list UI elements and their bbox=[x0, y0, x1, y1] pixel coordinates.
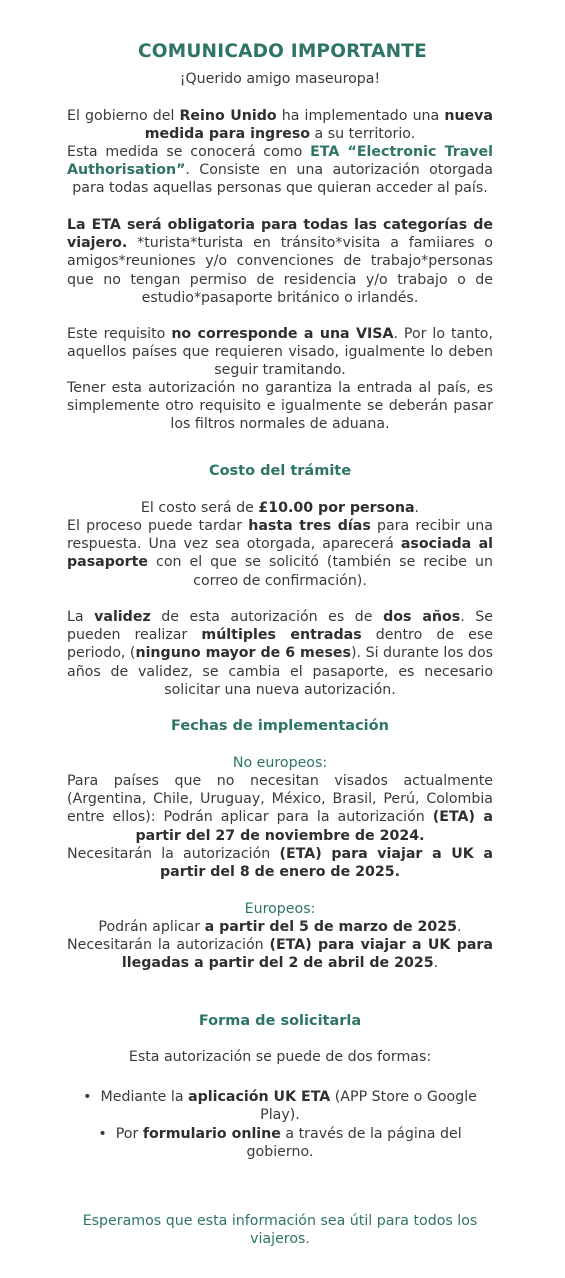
closing-message: Esperamos que esta información sea útil para todos los viajeros. bbox=[82, 1213, 478, 1248]
label-european: Europeos: bbox=[244, 901, 316, 917]
paragraph-european-travel: Necesitarán la autorización (ETA) para viajar a UK para llegadas a partir del 2 de abril de 2025. bbox=[67, 937, 493, 972]
page-title: COMUNICADO IMPORTANTE bbox=[138, 41, 427, 62]
heading-cost: Costo del trámite bbox=[208, 463, 352, 479]
paragraph-non-european-travel: Necesitarán la autorización (ETA) para viajar a UK a partir del 8 de enero de 2025. bbox=[67, 846, 494, 881]
paragraph-not-visa: Este requisito no corresponde a una VISA. Por lo tanto, aquellos países que requieren visado, igualmente lo deben seguir tramitando. bbox=[67, 326, 493, 379]
paragraph-uk-measure: El gobierno del Reino Unido ha implementado una nueva medida para ingreso a su territorio. bbox=[67, 108, 493, 143]
paragraph-eta-definition: Esta medida se conocerá como ETA “Electronic Travel Authorisation”. Consiste en una autorización otorgada para todas aquellas personas que quieran acceder al país. bbox=[67, 144, 493, 197]
paragraph-no-guarantee: Tener esta autorización no garantiza la entrada al país, es simplemente otro requisito e igualmente se deberán pasar los filtros normales de aduana. bbox=[67, 380, 493, 433]
paragraph-non-european-apply: Para países que no necesitan visados actualmente (Argentina, Chile, Uruguay, México, Brasil, Perú, Colombia entre ellos): Podrán aplicar para la autorización (ETA) a partir del 27 de noviembre de 2024. bbox=[67, 773, 493, 844]
methods-intro: Esta autorización se puede de dos formas: bbox=[128, 1049, 432, 1065]
paragraph-validity: La validez de esta autorización es de dos años. Se pueden realizar múltiples entradas dentro de ese periodo, (ninguno mayor de 6 meses). Si durante los dos años de validez, se cambia el pasaporte, es necesario solicitar una nueva autorización. bbox=[67, 609, 494, 698]
heading-application-method: Forma de solicitarla bbox=[198, 1013, 362, 1029]
label-non-european: No europeos: bbox=[232, 755, 328, 771]
method-app: • Mediante la aplicación UK ETA (APP Store o Google Play). bbox=[83, 1089, 477, 1124]
bullet-icon: • bbox=[83, 1089, 101, 1105]
bullet-icon: • bbox=[98, 1126, 116, 1142]
greeting: ¡Querido amigo maseuropa! bbox=[179, 71, 381, 87]
paragraph-processing-time: El proceso puede tardar hasta tres días para recibir una respuesta. Una vez sea otorgada, aparecerá asociada al pasaporte con el que se solicitó (también se recibe un correo de confirmación). bbox=[67, 518, 494, 589]
heading-dates: Fechas de implementación bbox=[171, 718, 389, 734]
method-online-form: • Por formulario online a través de la página del gobierno. bbox=[98, 1126, 462, 1161]
cost-line: El costo será de £10.00 por persona. bbox=[140, 500, 420, 516]
paragraph-eta-categories: La ETA será obligatoria para todas las categorías de viajero. *turista*turista en tránsito*visita a famiiares o amigos*reuniones y/o convenciones de trabajo*personas que no tengan permiso de residencia y/o trabajo o de estudio*pasaporte británico o irlandés. bbox=[67, 217, 493, 306]
european-apply-line: Podrán aplicar a partir del 5 de marzo de 2025. bbox=[98, 919, 462, 935]
